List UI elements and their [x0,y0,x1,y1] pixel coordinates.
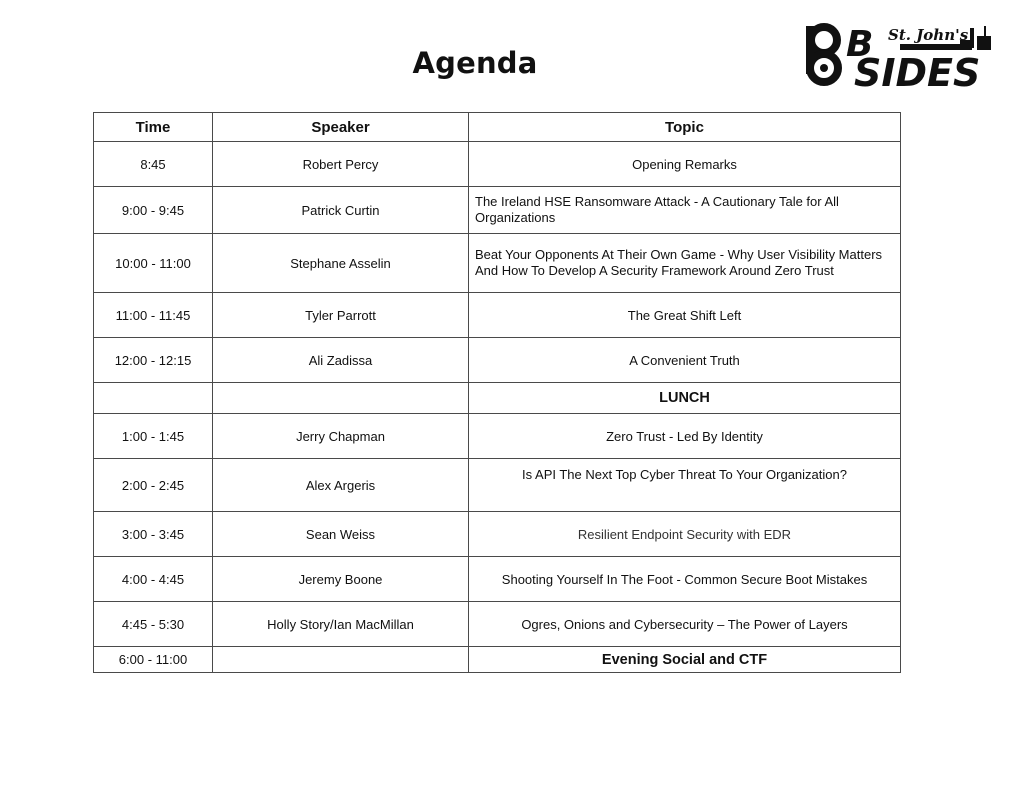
cell-speaker: Tyler Parrott [213,293,469,338]
table-row [94,234,901,293]
cell-speaker: Ali Zadissa [213,338,469,383]
cell-time: 1:00 - 1:45 [94,414,213,459]
b-loop-icon [806,26,838,82]
cell-time [94,383,213,414]
cell-time: 4:00 - 4:45 [94,557,213,602]
table-row [94,383,901,414]
cell-topic: Zero Trust - Led By Identity [469,414,901,459]
cell-topic: The Great Shift Left [469,293,901,338]
header-speaker: Speaker [213,113,469,142]
header-time: Time [94,113,213,142]
cell-speaker [213,383,469,414]
cell-topic: LUNCH [469,383,901,414]
cell-topic: Opening Remarks [469,142,901,187]
cell-topic: Evening Social and CTF [469,647,901,673]
cell-time: 12:00 - 12:15 [94,338,213,383]
cell-topic: Is API The Next Top Cyber Threat To Your Organization? [469,459,901,512]
page-title: Agenda [412,46,538,80]
bsides-st-johns-logo [800,16,1000,94]
table-row [94,187,901,234]
table-row [94,414,901,459]
cell-time: 9:00 - 9:45 [94,187,213,234]
table-row [94,338,901,383]
logo-text-small: St. John's [888,26,969,44]
cell-topic: A Convenient Truth [469,338,901,383]
cell-speaker: Alex Argeris [213,459,469,512]
cell-speaker: Robert Percy [213,142,469,187]
cell-speaker: Sean Weiss [213,512,469,557]
table-header-row [94,113,901,142]
table-row [94,557,901,602]
table-row [94,142,901,187]
cell-topic: Resilient Endpoint Security with EDR [469,512,901,557]
cell-time: 2:00 - 2:45 [94,459,213,512]
cell-time: 11:00 - 11:45 [94,293,213,338]
cell-time: 4:45 - 5:30 [94,602,213,647]
cell-speaker: Jerry Chapman [213,414,469,459]
logo-text-b: B [846,24,874,65]
cell-speaker: Holly Story/Ian MacMillan [213,602,469,647]
cell-speaker: Patrick Curtin [213,187,469,234]
cell-time: 6:00 - 11:00 [94,647,213,673]
cell-topic: The Ireland HSE Ransomware Attack - A Cautionary Tale for All Organizations [469,187,901,234]
cell-speaker: Stephane Asselin [213,234,469,293]
agenda-table [93,112,901,673]
cell-time: 3:00 - 3:45 [94,512,213,557]
table-row [94,459,901,512]
table-row [94,602,901,647]
cell-time: 10:00 - 11:00 [94,234,213,293]
cell-topic: Ogres, Onions and Cybersecurity – The Power of Layers [469,602,901,647]
table-row [94,512,901,557]
logo-text-sides: SIDES [854,51,981,94]
cell-topic: Shooting Yourself In The Foot - Common Secure Boot Mistakes [469,557,901,602]
cell-speaker [213,647,469,673]
cell-time: 8:45 [94,142,213,187]
table-row [94,647,901,673]
header-topic: Topic [469,113,901,142]
cell-topic: Beat Your Opponents At Their Own Game - Why User Visibility Matters And How To Develop A Security Framework Around Zero Trust [469,234,901,293]
table-row [94,293,901,338]
cell-speaker: Jeremy Boone [213,557,469,602]
